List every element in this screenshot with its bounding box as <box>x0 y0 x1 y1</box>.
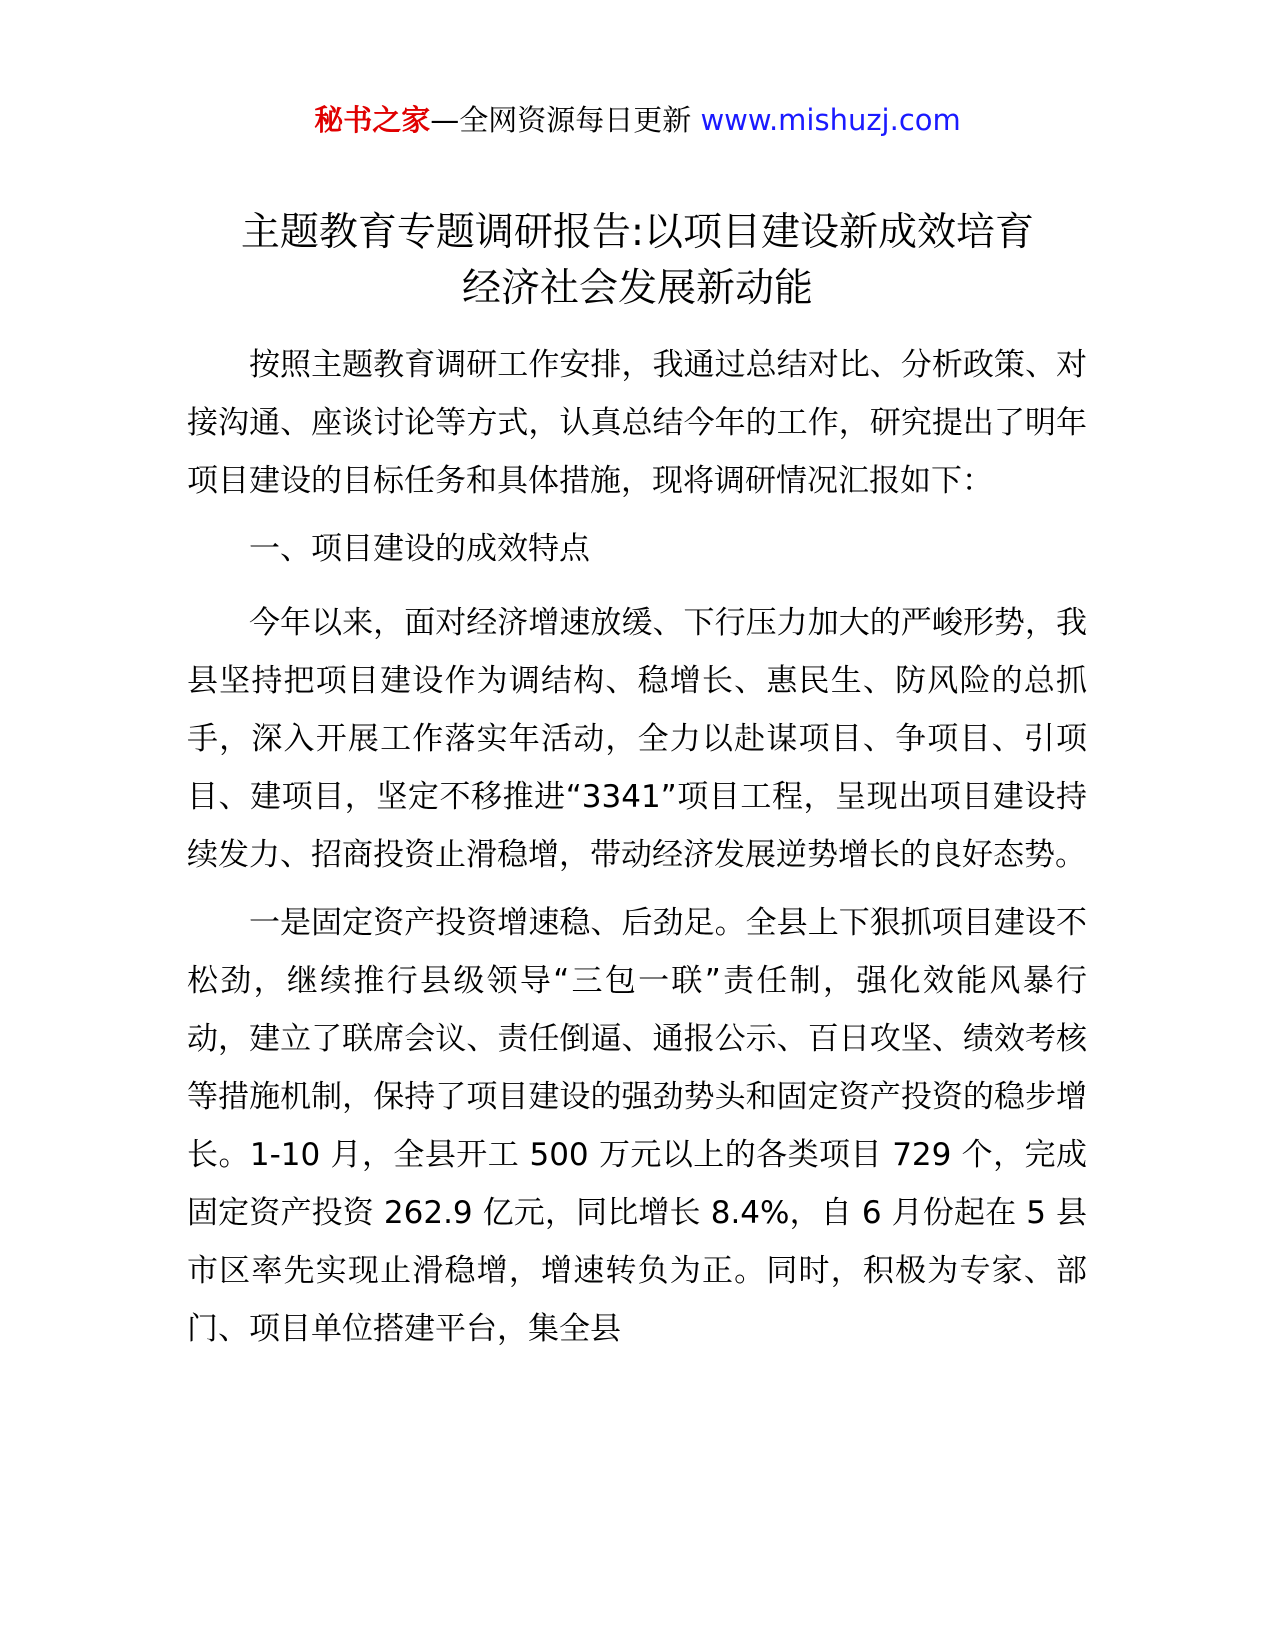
site-slogan: —全网资源每日更新 <box>430 103 692 137</box>
document-title-line-2: 经济社会发展新动能 <box>461 266 813 311</box>
investment-paragraph: 一是固定资产投资增速稳、后劲足。全县上下狠抓项目建设不松劲，继续推行县级领导“三包一联”责任制，强化效能风暴行动，建立了联席会议、责任倒逼、通报公示、百日攻坚、绩效考核等措施机制，保持了项目建设的强劲势头和固定资产投资的稳步增长。1-10 月，全县开工 500 万元以上的各类项目 729 个，完成固定资产投资 262.9 亿元，同比增长 8.4%，自 6 月份起在 5 县市区率先实现止滑稳增，增速转负为正。同时，积极为专家、部门、项目单位搭建平台，集全县 <box>187 905 1087 1347</box>
overview-paragraph: 今年以来，面对经济增速放缓、下行压力加大的严峻形势，我县坚持把项目建设作为调结构、稳增长、惠民生、防风险的总抓手，深入开展工作落实年活动，全力以赴谋项目、争项目、引项目、建项目，坚定不移推进“3341”项目工程，呈现出项目建设持续发力、招商投资止滑稳增，带动经济发展逆势增长的良好态势。 <box>187 605 1087 873</box>
site-header <box>0 98 1275 142</box>
document-body <box>187 336 1087 1368</box>
site-url-link[interactable]: www.mishuzj.com <box>700 103 961 137</box>
document-title <box>160 205 1115 317</box>
site-brand[interactable]: 秘书之家 <box>314 103 431 137</box>
section-heading-1: 一、项目建设的成效特点 <box>249 531 590 567</box>
intro-paragraph: 按照主题教育调研工作安排，我通过总结对比、分析政策、对接沟通、座谈讨论等方式，认真总结今年的工作，研究提出了明年项目建设的目标任务和具体措施，现将调研情况汇报如下： <box>187 347 1087 499</box>
document-title-line-1: 主题教育专题调研报告:以项目建设新成效培育 <box>240 210 1035 255</box>
